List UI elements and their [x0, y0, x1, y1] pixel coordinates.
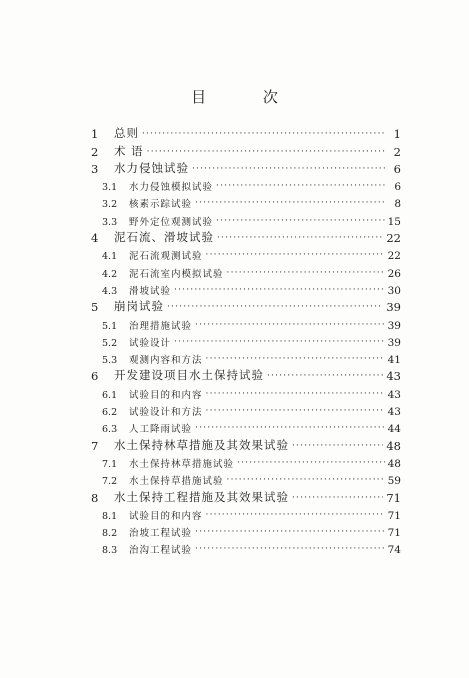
- toc-entry-page-number: 48: [387, 457, 401, 470]
- toc-entry-page-number: 22: [386, 231, 401, 246]
- toc-entry-page-number: 43: [387, 388, 401, 401]
- toc-entry-title: 水力侵蚀模拟试验: [129, 182, 214, 194]
- toc-leader-dots: [195, 424, 385, 435]
- toc-leader-dots: [174, 338, 385, 349]
- toc-section-entry: [89, 539, 401, 556]
- toc-section-entry: [89, 505, 401, 522]
- toc-leader-dots: [267, 372, 383, 383]
- toc-chapter-entry: [89, 297, 401, 314]
- toc-section-entry: [89, 453, 401, 470]
- toc-chapter-entry: [89, 141, 401, 158]
- toc-entry-page-number: 71: [387, 509, 401, 522]
- toc-chapter-entry: [89, 487, 401, 504]
- toc-entry-title: 开发建设项目水土保持试验: [114, 368, 264, 383]
- toc-section-entry: [89, 210, 401, 227]
- toc-section-entry: [89, 176, 401, 193]
- toc-leader-dots: [206, 511, 385, 522]
- toc-leader-dots: [147, 148, 386, 159]
- toc-entry-title: 泥石流、滑坡试验: [114, 230, 214, 245]
- toc-entry-page-number: 22: [387, 250, 401, 263]
- toc-entry-page-number: 2: [393, 144, 401, 159]
- toc-entry-page-number: 59: [387, 475, 401, 488]
- toc-entry-number: 4.1: [102, 251, 118, 263]
- toc-leader-dots: [206, 407, 385, 418]
- toc-entry-title: 崩岗试验: [114, 299, 164, 314]
- toc-section-entry: [89, 314, 401, 331]
- toc-entry-page-number: 1: [393, 127, 401, 142]
- toc-leader-dots: [206, 251, 385, 262]
- toc-entry-title: 泥石流观测试验: [129, 251, 203, 263]
- toc-leader-dots: [292, 442, 383, 453]
- toc-entry-title: 试验设计: [129, 337, 172, 349]
- toc-entry-number: 8.3: [102, 545, 118, 557]
- toc-entry-number: 5: [91, 300, 99, 315]
- toc-chapter-entry: [89, 366, 401, 383]
- toc-leader-dots: [195, 199, 386, 210]
- table-of-contents: [89, 124, 401, 556]
- toc-entry-title: 治沟工程试验: [129, 545, 193, 557]
- toc-entry-page-number: 30: [387, 284, 401, 297]
- toc-entry-title: 水土保持林草措施及其效果试验: [114, 437, 289, 452]
- toc-entry-title: 观测内容和方法: [129, 355, 203, 367]
- toc-entry-number: 8.2: [102, 528, 118, 540]
- toc-entry-number: 7.1: [102, 458, 118, 470]
- toc-section-entry: [89, 245, 401, 262]
- toc-entry-number: 4.3: [102, 285, 118, 297]
- toc-entry-number: 3: [91, 161, 99, 176]
- toc-leader-dots: [192, 165, 386, 176]
- toc-entry-number: 3.2: [102, 199, 118, 211]
- toc-leader-dots: [195, 545, 385, 556]
- toc-entry-number: 6.2: [102, 407, 118, 419]
- toc-leader-dots: [217, 234, 383, 245]
- toc-entry-number: 7.2: [102, 476, 118, 488]
- toc-entry-number: 5.2: [102, 337, 118, 349]
- toc-entry-title: 试验目的和内容: [129, 510, 203, 522]
- toc-entry-page-number: 6: [393, 161, 401, 176]
- toc-section-entry: [89, 522, 401, 539]
- toc-entry-number: 3.3: [102, 216, 118, 228]
- toc-entry-title: 滑坡试验: [129, 285, 172, 297]
- toc-entry-page-number: 39: [386, 300, 401, 315]
- toc-entry-page-number: 15: [387, 215, 401, 228]
- toc-leader-dots: [174, 286, 385, 297]
- toc-entry-number: 5.1: [102, 320, 118, 332]
- toc-leader-dots: [227, 476, 385, 487]
- toc-entry-page-number: 41: [387, 354, 401, 367]
- toc-entry-page-number: 43: [386, 369, 401, 384]
- toc-entry-page-number: 71: [387, 527, 401, 540]
- toc-leader-dots: [206, 355, 385, 366]
- toc-entry-title: 总则: [114, 126, 139, 141]
- toc-leader-dots: [195, 321, 385, 332]
- toc-entry-page-number: 48: [386, 438, 401, 453]
- toc-entry-title: 水土保持工程措施及其效果试验: [114, 489, 289, 504]
- toc-leader-dots: [206, 390, 385, 401]
- toc-entry-number: 7: [91, 438, 99, 453]
- toc-entry-number: 4: [91, 231, 99, 246]
- toc-entry-title: 试验目的和内容: [129, 389, 203, 401]
- toc-entry-title: 治理措施试验: [129, 320, 193, 332]
- toc-chapter-entry: [89, 124, 401, 141]
- toc-entry-page-number: 39: [387, 319, 401, 332]
- toc-entry-title: 野外定位观测试验: [129, 216, 214, 228]
- toc-entry-page-number: 26: [387, 267, 401, 280]
- toc-leader-dots: [195, 528, 385, 539]
- toc-entry-title: 术 语: [114, 143, 144, 158]
- toc-section-entry: [89, 262, 401, 279]
- toc-entry-number: 6: [91, 369, 99, 384]
- toc-entry-title: 水土保持林草措施试验: [129, 458, 235, 470]
- toc-section-entry: [89, 193, 401, 210]
- toc-entry-title: 水力侵蚀试验: [114, 160, 189, 175]
- toc-entry-number: 8: [91, 490, 99, 505]
- toc-leader-dots: [142, 130, 386, 141]
- toc-leader-dots: [292, 494, 383, 505]
- toc-section-entry: [89, 401, 401, 418]
- toc-section-entry: [89, 418, 401, 435]
- toc-leader-dots: [216, 217, 385, 228]
- toc-section-entry: [89, 470, 401, 487]
- toc-section-entry: [89, 349, 401, 366]
- toc-entry-title: 水土保持草措施试验: [129, 476, 224, 488]
- toc-entry-title: 试验设计和方法: [129, 407, 203, 419]
- toc-entry-number: 6.1: [102, 389, 118, 401]
- toc-leader-dots: [216, 182, 386, 193]
- toc-entry-page-number: 39: [387, 336, 401, 349]
- toc-entry-number: 6.3: [102, 424, 118, 436]
- toc-entry-number: 2: [91, 144, 99, 159]
- toc-entry-page-number: 71: [386, 490, 401, 505]
- toc-section-entry: [89, 383, 401, 400]
- toc-entry-number: 3.1: [102, 182, 118, 194]
- toc-chapter-entry: [89, 159, 401, 176]
- toc-leader-dots: [237, 459, 385, 470]
- toc-entry-page-number: 74: [387, 544, 401, 557]
- toc-entry-number: 5.3: [102, 355, 118, 367]
- toc-entry-number: 1: [91, 127, 99, 142]
- toc-entry-number: 8.1: [102, 510, 118, 522]
- toc-entry-page-number: 43: [387, 406, 401, 419]
- page-title: 目 次: [191, 88, 304, 106]
- toc-entry-title: 泥石流室内模拟试验: [129, 268, 224, 280]
- toc-entry-title: 人工降雨试验: [129, 424, 193, 436]
- toc-section-entry: [89, 332, 401, 349]
- toc-chapter-entry: [89, 435, 401, 452]
- toc-entry-number: 4.2: [102, 268, 118, 280]
- toc-leader-dots: [227, 269, 385, 280]
- toc-entry-page-number: 8: [394, 198, 401, 211]
- toc-chapter-entry: [89, 228, 401, 245]
- toc-entry-page-number: 44: [387, 423, 401, 436]
- toc-entry-title: 核素示踪试验: [129, 199, 193, 211]
- toc-entry-title: 治坡工程试验: [129, 528, 193, 540]
- toc-section-entry: [89, 280, 401, 297]
- toc-entry-page-number: 6: [394, 181, 401, 194]
- toc-leader-dots: [167, 303, 383, 314]
